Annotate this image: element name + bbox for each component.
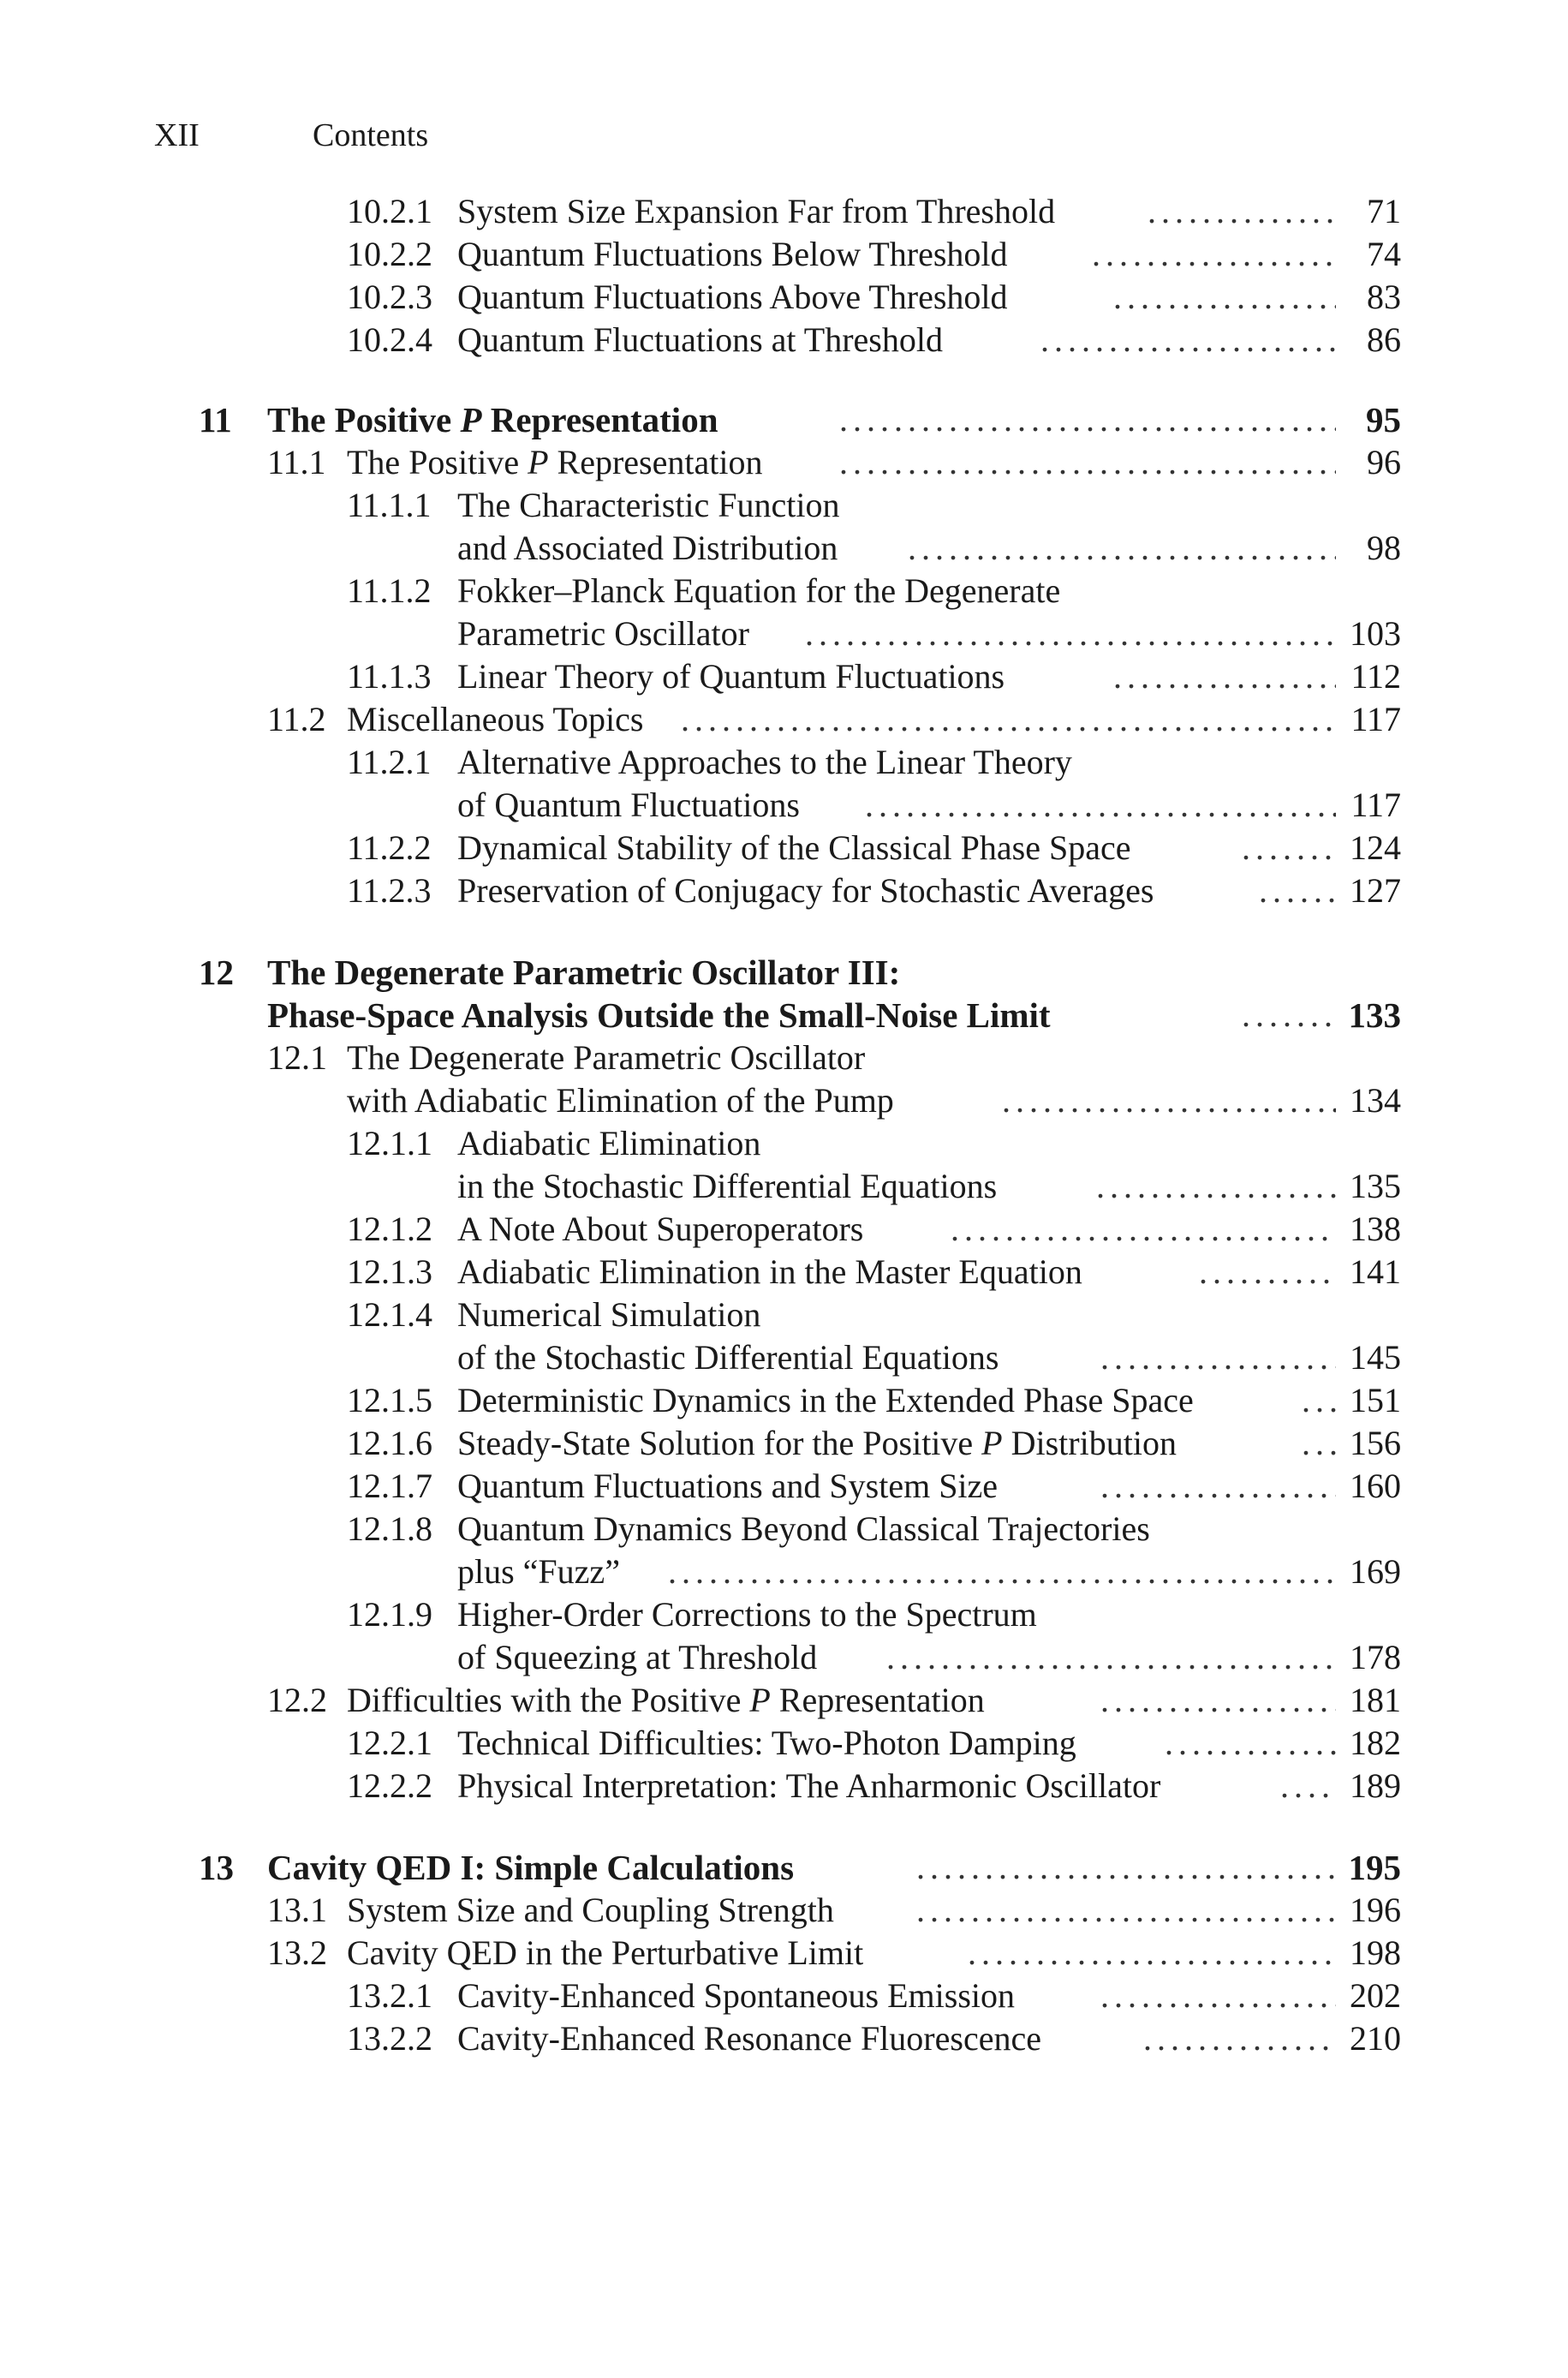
- toc-section-12-1-cont[interactable]: with Adiabatic Elimination of the Pump ..... 134: [0, 1079, 1568, 1122]
- toc-entry-10-2-1[interactable]: 10.2.1 System Size Expansion Far from Threshold ..... 71: [0, 190, 1568, 233]
- dot-leader: [908, 527, 1336, 570]
- toc-entry-12-1-8[interactable]: 12.1.8 Quantum Dynamics Beyond Classical Trajectories: [347, 1509, 1150, 1548]
- toc-entry-12-1-2[interactable]: 12.1.2 A Note About Superoperators ..... 138: [0, 1208, 1568, 1251]
- toc-entry-12-1-1[interactable]: 12.1.1 Adiabatic Elimination: [347, 1124, 761, 1162]
- dot-leader: [1100, 1336, 1336, 1379]
- toc-entry-12-1-9-cont[interactable]: of Squeezing at Threshold ..... 178: [0, 1636, 1568, 1679]
- toc-chapter-11[interactable]: 11 The Positive P Representation ..... 95: [0, 398, 1568, 441]
- dot-leader: [951, 1208, 1336, 1251]
- dot-leader: [886, 1636, 1336, 1679]
- dot-leader: [839, 441, 1336, 484]
- toc-entry-11-1-1-cont[interactable]: and Associated Distribution ..... 98: [0, 527, 1568, 570]
- dot-leader: [668, 1550, 1336, 1593]
- dot-leader: [1040, 319, 1336, 361]
- dot-leader: [1165, 1722, 1336, 1765]
- toc-chapter-12-cont[interactable]: Phase-Space Analysis Outside the Small-Noise Limit ..... 133: [0, 994, 1568, 1037]
- dot-leader: [1143, 2017, 1336, 2060]
- dot-leader: [1100, 1975, 1336, 2017]
- toc-section-11-2[interactable]: 11.2 Miscellaneous Topics ..... 117: [0, 698, 1568, 741]
- toc-chapter-12[interactable]: 12 The Degenerate Parametric Oscillator III:: [199, 953, 901, 992]
- dot-leader: [1113, 276, 1336, 319]
- toc-entry-12-1-8-cont[interactable]: plus “Fuzz” ..... 169: [0, 1550, 1568, 1593]
- toc-entry-12-2-1[interactable]: 12.2.1 Technical Difficulties: Two-Photon Damping ..... 182: [0, 1722, 1568, 1765]
- dot-leader: [1148, 190, 1336, 233]
- dot-leader: [916, 1846, 1336, 1889]
- dot-leader: [1242, 827, 1336, 869]
- dot-leader: [1100, 1465, 1336, 1508]
- toc-entry-12-1-9[interactable]: 12.1.9 Higher-Order Corrections to the Spectrum: [347, 1595, 1037, 1634]
- dot-leader: [1113, 655, 1336, 698]
- toc-entry-12-1-1-cont[interactable]: in the Stochastic Differential Equations ..... 135: [0, 1165, 1568, 1208]
- toc-entry-11-1-2-cont[interactable]: Parametric Oscillator ..... 103: [0, 612, 1568, 655]
- toc-entry-12-1-7[interactable]: 12.1.7 Quantum Fluctuations and System Size ..... 160: [0, 1465, 1568, 1508]
- toc-entry-10-2-4[interactable]: 10.2.4 Quantum Fluctuations at Threshold ..... 86: [0, 319, 1568, 361]
- toc-section-12-1[interactable]: 12.1 The Degenerate Parametric Oscillator: [267, 1038, 866, 1077]
- dot-leader: [968, 1932, 1336, 1975]
- toc-entry-12-1-5[interactable]: 12.1.5 Deterministic Dynamics in the Extended Phase Space ..... 151: [0, 1379, 1568, 1422]
- dot-leader: [865, 784, 1336, 827]
- toc-entry-11-2-2[interactable]: 11.2.2 Dynamical Stability of the Classical Phase Space ..... 124: [0, 827, 1568, 869]
- dot-leader: [1199, 1251, 1336, 1294]
- toc-entry-11-1-2[interactable]: 11.1.2 Fokker–Planck Equation for the Degenerate: [347, 571, 1061, 610]
- toc-entry-11-2-1[interactable]: 11.2.1 Alternative Approaches to the Linear Theory: [347, 743, 1072, 781]
- dot-leader: [1002, 1079, 1336, 1122]
- page-folio: XII: [154, 117, 200, 153]
- toc-entry-10-2-2[interactable]: 10.2.2 Quantum Fluctuations Below Threshold ..... 74: [0, 233, 1568, 276]
- toc-entry-12-2-2[interactable]: 12.2.2 Physical Interpretation: The Anharmonic Oscillator ..... 189: [0, 1765, 1568, 1807]
- dot-leader: [1096, 1165, 1336, 1208]
- toc-entry-11-2-3[interactable]: 11.2.3 Preservation of Conjugacy for Stochastic Averages ..... 127: [0, 869, 1568, 912]
- toc-entry-12-1-6[interactable]: 12.1.6 Steady-State Solution for the Positive P Distribution ..... 156: [0, 1422, 1568, 1465]
- dot-leader: [805, 612, 1336, 655]
- dot-leader: [839, 398, 1336, 441]
- toc-entry-11-1-3[interactable]: 11.1.3 Linear Theory of Quantum Fluctuations ..... 112: [0, 655, 1568, 698]
- toc-entry-10-2-3[interactable]: 10.2.3 Quantum Fluctuations Above Threshold ..... 83: [0, 276, 1568, 319]
- toc-section-13-1[interactable]: 13.1 System Size and Coupling Strength ..... 196: [0, 1889, 1568, 1932]
- toc-entry-11-1-1[interactable]: 11.1.1 The Characteristic Function: [347, 486, 840, 524]
- toc-entry-12-1-4[interactable]: 12.1.4 Numerical Simulation: [347, 1295, 761, 1334]
- toc-entry-13-2-2[interactable]: 13.2.2 Cavity-Enhanced Resonance Fluorescence ..... 210: [0, 2017, 1568, 2060]
- toc-section-12-2[interactable]: 12.2 Difficulties with the Positive P Representation ..... 181: [0, 1679, 1568, 1722]
- dot-leader: [916, 1889, 1336, 1932]
- running-title: Contents: [313, 117, 429, 153]
- toc-entry-12-1-4-cont[interactable]: of the Stochastic Differential Equations ..... 145: [0, 1336, 1568, 1379]
- dot-leader: [681, 698, 1336, 741]
- toc-entry-13-2-1[interactable]: 13.2.1 Cavity-Enhanced Spontaneous Emission ..... 202: [0, 1975, 1568, 2017]
- toc-chapter-13[interactable]: 13 Cavity QED I: Simple Calculations ..... 195: [0, 1846, 1568, 1889]
- toc-entry-12-1-3[interactable]: 12.1.3 Adiabatic Elimination in the Master Equation ..... 141: [0, 1251, 1568, 1294]
- toc-section-13-2[interactable]: 13.2 Cavity QED in the Perturbative Limit ..... 198: [0, 1932, 1568, 1975]
- dot-leader: [1100, 1679, 1336, 1722]
- dot-leader: [1092, 233, 1336, 276]
- toc-entry-11-2-1-cont[interactable]: of Quantum Fluctuations ..... 117: [0, 784, 1568, 827]
- toc-section-11-1[interactable]: 11.1 The Positive P Representation ..... 96: [0, 441, 1568, 484]
- dot-leader: [1242, 994, 1336, 1037]
